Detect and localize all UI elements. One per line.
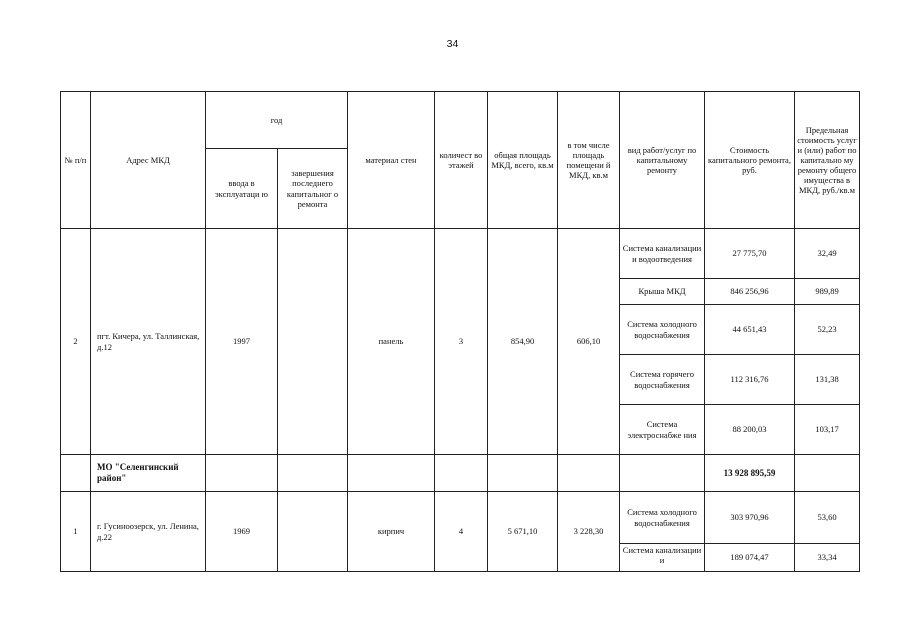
capital-repair-table [60, 91, 860, 572]
header-address: Адрес МКД [91, 92, 206, 229]
district-num [61, 455, 91, 492]
row-wall-material: панель [348, 229, 435, 455]
row-wall-material: кирпич [348, 492, 435, 572]
district-total-cost: 13 928 895,59 [705, 455, 795, 492]
row-address: г. Гусиноозерск, ул. Ленина, д.22 [91, 492, 206, 572]
header-total-area: общая площадь МКД, всего, кв.м [488, 92, 558, 229]
work-max-cost: 33,34 [795, 544, 860, 572]
header-num: № п/п [61, 92, 91, 229]
empty-cell [435, 455, 488, 492]
header-year: год [206, 92, 348, 149]
row-year-last-repair [278, 492, 348, 572]
header-floors: количест во этажей [435, 92, 488, 229]
table-row [61, 492, 860, 544]
work-max-cost: 52,23 [795, 305, 860, 355]
work-max-cost: 989,89 [795, 279, 860, 305]
header-work-type: вид работ/услуг по капитальному ремонту [620, 92, 705, 229]
work-max-cost: 53,60 [795, 492, 860, 544]
empty-cell [278, 455, 348, 492]
header-year-commission: ввода в эксплуатаци ю [206, 149, 278, 229]
district-name: МО "Селенгинский район" [91, 455, 206, 492]
row-num: 2 [61, 229, 91, 455]
empty-cell [348, 455, 435, 492]
header-cost: Стоимость капитального ремонта, руб. [705, 92, 795, 229]
row-total-area: 5 671,10 [488, 492, 558, 572]
work-max-cost: 103,17 [795, 405, 860, 455]
row-total-area: 854,90 [488, 229, 558, 455]
header-year-last-repair: завершения последнего капитальног о ремонта [278, 149, 348, 229]
header-max-cost: Предельная стоимость услуг и (или) работ по капитально му ремонту общего имущества в МКД, руб./кв.м [795, 92, 860, 229]
empty-cell [795, 455, 860, 492]
work-cost: 112 316,76 [705, 355, 795, 405]
page-number: 34 [446, 38, 459, 50]
work-type: Система горячего водоснабжения [620, 355, 705, 405]
work-type: Система холодного водоснабжения [620, 305, 705, 355]
work-cost: 27 775,70 [705, 229, 795, 279]
row-year-commission: 1997 [206, 229, 278, 455]
row-address: пгт. Кичера, ул. Таллинская, д.12 [91, 229, 206, 455]
row-year-last-repair [278, 229, 348, 455]
work-type: Система электроснабже ния [620, 405, 705, 455]
work-type: Крыша МКД [620, 279, 705, 305]
work-cost: 88 200,03 [705, 405, 795, 455]
row-year-commission: 1969 [206, 492, 278, 572]
row-premises-area: 3 228,30 [558, 492, 620, 572]
table-row [61, 229, 860, 279]
empty-cell [488, 455, 558, 492]
work-cost: 303 970,96 [705, 492, 795, 544]
row-num: 1 [61, 492, 91, 572]
work-max-cost: 32,49 [795, 229, 860, 279]
header-wall-material: материал стен [348, 92, 435, 229]
work-type: Система холодного водоснабжения [620, 492, 705, 544]
row-floors: 3 [435, 229, 488, 455]
work-type: Система канализации и [620, 544, 705, 572]
row-premises-area: 606,10 [558, 229, 620, 455]
work-cost: 189 074,47 [705, 544, 795, 572]
header-premises-area: в том числе площадь помещени й МКД, кв.м [558, 92, 620, 229]
work-cost: 846 256,96 [705, 279, 795, 305]
work-max-cost: 131,38 [795, 355, 860, 405]
empty-cell [558, 455, 620, 492]
empty-cell [620, 455, 705, 492]
district-row [61, 455, 860, 492]
empty-cell [206, 455, 278, 492]
work-type: Система канализации и водоотведения [620, 229, 705, 279]
header-row-1 [61, 92, 860, 149]
row-floors: 4 [435, 492, 488, 572]
work-cost: 44 651,43 [705, 305, 795, 355]
